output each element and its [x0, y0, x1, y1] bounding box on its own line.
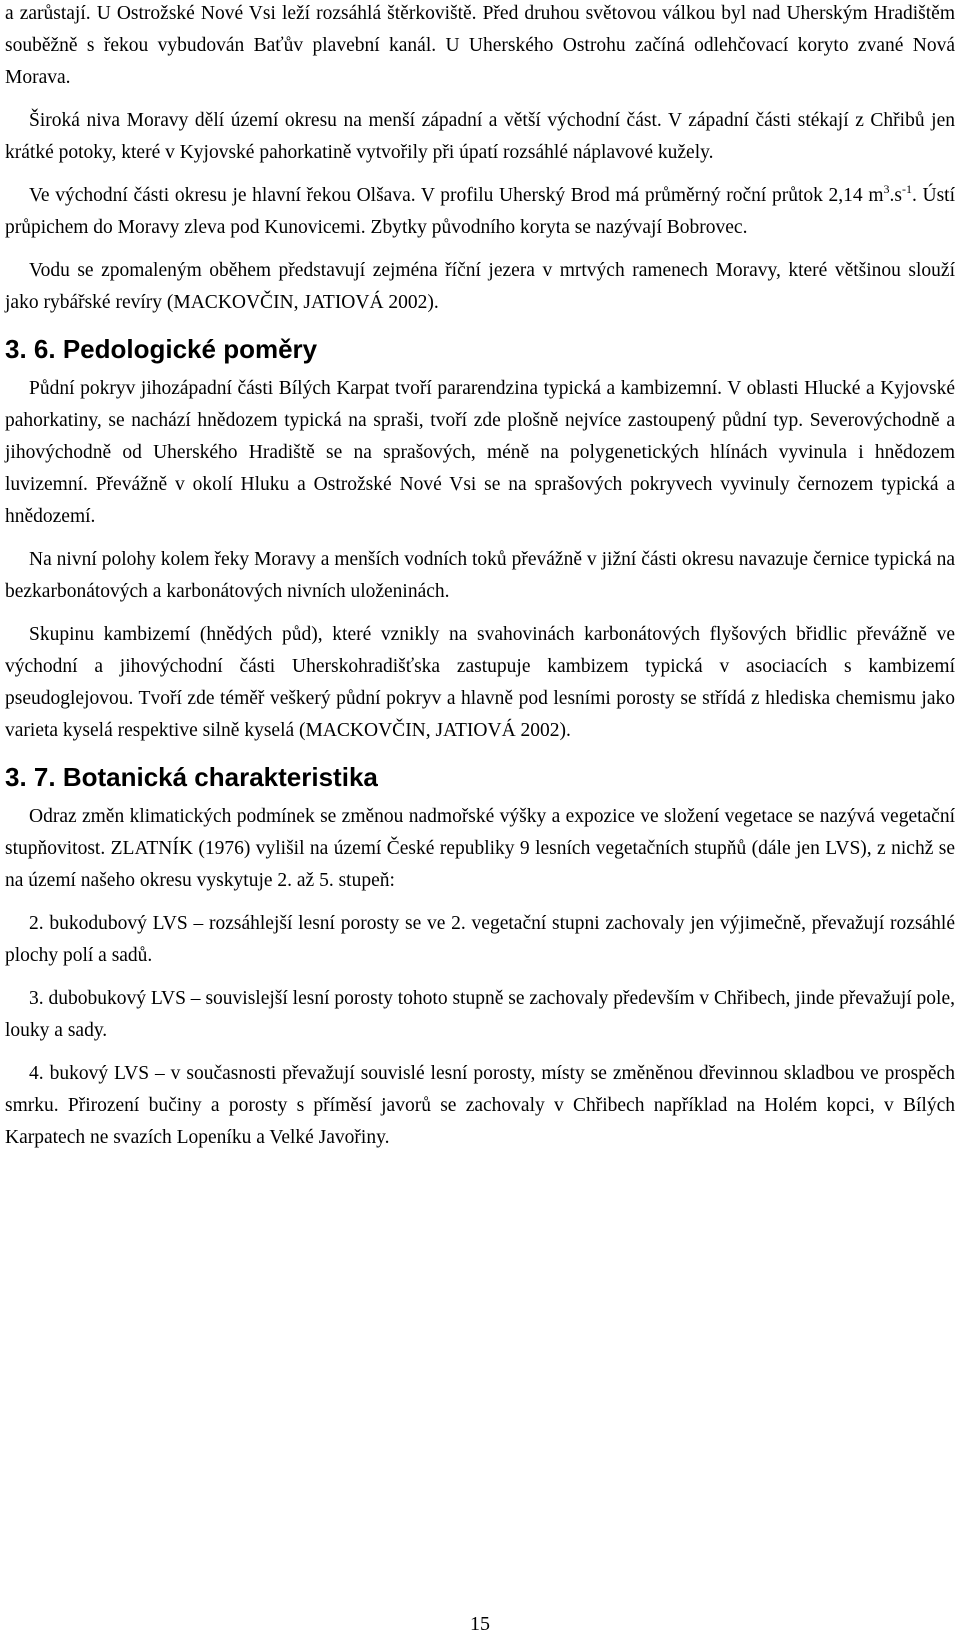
document-page [5, 0, 955, 1154]
section-heading-pedology: 3. 6. Pedologické poměry [5, 334, 318, 364]
paragraph-vegetation-zones: Odraz změn klimatických podmínek se změnou nadmořské výšky a expozice ve složení vegetace se nazývá vegetační stupňovitost. ZLATNÍK (1976) vylišil na území České republiky 9 lesních vegetačních stupňů (dále jen LVS), z nichž se na území našeho okresu vyskytuje 2. až 5. stupeň: [5, 806, 955, 891]
paragraph-cambisols: Skupinu kambizemí (hnědých půd), které vznikly na svahovinách karbonátových flyšových břidlic převážně ve východní a jihovýchodní části Uherskohradišťska zastupuje kambizem typická v asociacích s kambizemí pseudoglejovou. Tvoří zde téměř veškerý půdní pokryv a hlavně pod lesními porosty se střídá z hlediska chemismu jako varieta kyselá respektive silně kyselá (MACKOVČIN, JATIOVÁ 2002). [5, 624, 955, 741]
superscript-per-second: -1 [901, 182, 912, 196]
olsava-text-part-1: Ve východní části okresu je hlavní řekou Olšava. V profilu Uherský Brod má průměrný roční průtok 2,14 m [29, 185, 884, 206]
paragraph-lvs-4: 4. bukový LVS – v současnosti převažují souvislé lesní porosty, místy se změněnou dřevinnou skladbou ve prospěch smrku. Přirození bučiny a porosty s příměsí javorů se zachovaly v Chřibech například na Holém kopci, v Bílých Karpatech ne svazích Lopeníku a Velké Javořiny. [5, 1063, 955, 1148]
olsava-text-part-2: .s [889, 185, 902, 206]
section-heading-botany: 3. 7. Botanická charakteristika [5, 762, 378, 792]
paragraph-lvs-3: 3. dubobukový LVS – souvislejší lesní porosty tohoto stupně se zachovaly především v Chřibech, jinde převažují pole, louky a sady. [5, 988, 955, 1041]
paragraph-morava-floodplain: Široká niva Moravy dělí území okresu na menší západní a větší východní část. V západní části stékají z Chřibů jen krátké potoky, které v Kyjovské pahorkatině vytvořily při úpatí rozsáhlé náplavové kužely. [5, 110, 955, 163]
paragraph-floodplain-soils: Na nivní polohy kolem řeky Moravy a menších vodních toků převážně v jižní části okresu navazuje černice typická na bezkarbonátových a karbonátových nivních uloženinách. [5, 549, 955, 602]
superscript-cubic: 3 [883, 182, 890, 196]
olsava-text-part-3: . Ústí průpichem do Moravy zleva pod Kunovicemi. Zbytky původního koryta se nazývají Bobrovec. [5, 185, 955, 238]
paragraph-olsava-river [5, 180, 955, 244]
paragraph-rivers-continued: a zarůstají. U Ostrožské Nové Vsi leží rozsáhlá štěrkoviště. Před druhou světovou válkou byl nad Uherským Hradištěm souběžně s řekou vybudován Baťův plavební kanál. U Uherského Ostrohu začíná odlehčovací koryto zvané Nová Morava. [5, 3, 955, 88]
paragraph-oxbow-lakes: Vodu se zpomaleným oběhem představují zejména říční jezera v mrtvých ramenech Moravy, které většinou slouží jako rybářské revíry (MACKOVČIN, JATIOVÁ 2002). [5, 260, 955, 313]
paragraph-lvs-2: 2. bukodubový LVS – rozsáhlejší lesní porosty se ve 2. vegetační stupni zachovaly jen výjimečně, převažují rozsáhlé plochy polí a sadů. [5, 913, 955, 966]
paragraph-soil-cover: Půdní pokryv jihozápadní části Bílých Karpat tvoří pararendzina typická a kambizemní. V oblasti Hlucké a Kyjovské pahorkatiny, se nachází hnědozem typická na spraši, tvoří zde plošně nejvíce zastoupený půdní typ. Severovýchodně a jihovýchodně od Uherského Hradiště se na sprašových, méně na polygenetických hlínách vyvinula i hnědozem luvizemní. Převážně v okolí Hluku a Ostrožské Nové Vsi se na sprašových pokryvech vyvinuly černozem typická a hnědozemí. [5, 378, 955, 527]
page-number: 15 [470, 1613, 490, 1635]
